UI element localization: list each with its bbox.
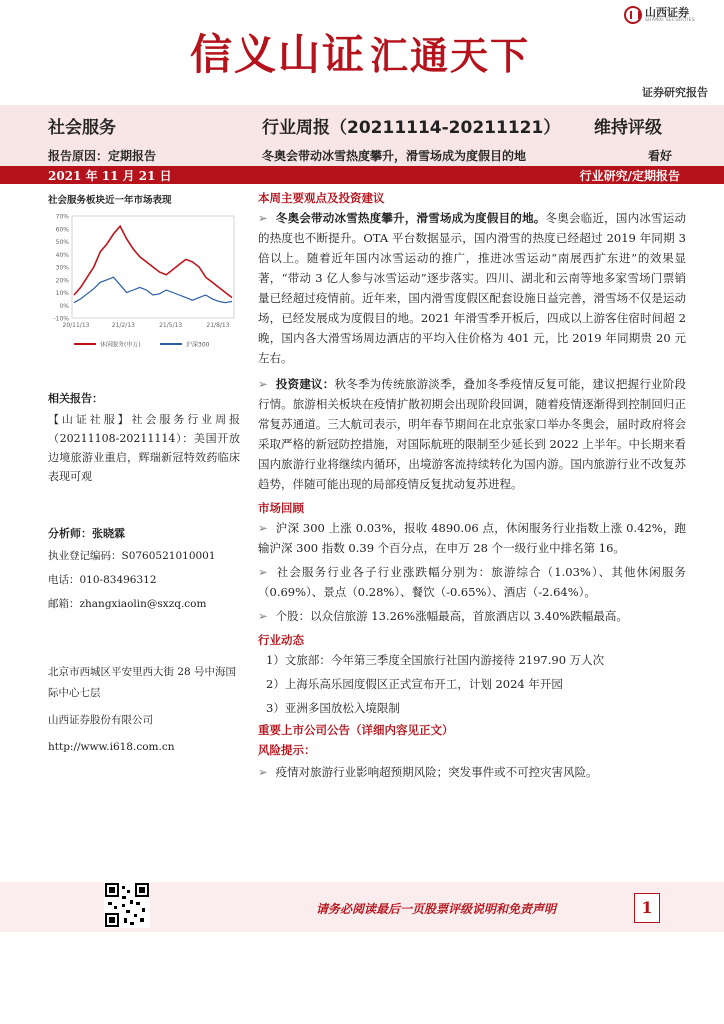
paragraph-body: 秋冬季为传统旅游淡季，叠加冬季疫情反复可能，建议把握行业阶段行情。旅游相关板块在疫情扩散初期会出现阶段回调，随着疫情逐渐得到控制回归正常复苏通道。三大航司表示，明年春节期间在北京张家口举办冬奥会，届时政府将会采取严格的新冠防控措施，对国际航班的限制至少延长到 2022 上半年。中长期来看国内旅游行业将继续内循环，出境游客流持续转化为国内游。国内旅游行业不改复苏趋势，伴随可能出现的局部疫情反复扰动复苏进程。 [258,377,687,491]
company-address-block [48,662,240,758]
bullet-arrow-icon: ➢ [258,377,268,391]
series-line-1 [74,226,232,297]
section-risk: 风险提示： [258,743,316,757]
risk-item: ➢ 疫情对旅游行业影响超预期风险；突发事件或不可控灾害风险。 [258,765,598,779]
legend-label: 沪深300 [186,341,210,349]
subtitle-row [0,145,724,167]
rating-label: 维持评级 [594,118,662,138]
y-tick-label: 40% [55,251,69,259]
news-item: 3）亚洲多国放松入境限制 [266,701,400,715]
y-tick-label: 50% [55,239,69,246]
series-line-2 [74,277,232,303]
paragraph-investment-advice [258,374,686,494]
x-tick-label: 21/8/13 [206,322,230,329]
y-tick-label: 70% [55,213,69,221]
logo-mark-icon [624,6,642,24]
chart-title: 社会服务板块近一年市场表现 [48,195,172,206]
market-performance-chart [48,208,244,358]
market-item: ➢ 沪深 300 上涨 0.03%，报收 4890.06 点，休闲服务行业指数上涨 0.42%，跑输沪深 300 指数 0.39 个百分点，在申万 28 个一级行业中排名第 16。 [258,521,686,555]
section-company-announcements: 重要上市公司公告（详细内容见正文） [258,723,454,737]
legend-label: 休闲服务(申万) [100,341,141,349]
market-item: ➢ 社会服务行业各子行业涨跌幅分别为：旅游综合（1.03%）、其他休闲服务（0.69%）、景点（0.28%）、餐饮（-0.65%）、酒店（-2.64%）。 [258,565,686,599]
date-row [0,166,724,184]
header-banner [0,0,724,100]
qr-code-icon [104,882,150,928]
disclaimer-notice: 请务必阅读最后一页股票评级说明和免责声明 [316,902,557,916]
y-tick-label: 30% [55,264,69,272]
bullet-arrow-icon: ➢ [258,765,268,779]
logo-name: 山西证券 [645,5,689,19]
analyst-phone: 电话：010-83496312 [48,574,157,586]
slogan-part-1: 信义山证 [190,30,367,79]
industry-title: 社会服务 [48,118,116,138]
y-tick-label: -10% [53,315,69,323]
analyst-email: 邮箱：zhangxiaolin@sxzq.com [48,598,207,610]
bullet-arrow-icon: ➢ [258,211,268,225]
page-number: 1 [634,893,660,923]
company-website[interactable]: http://www.i618.com.cn [48,741,175,753]
y-tick-label: 0% [59,302,69,310]
analyst-name: 分析师：张晓霖 [48,527,125,540]
related-reports-title: 相关报告： [48,392,103,405]
news-item: 2）上海乐高乐园度假区正式宣布开工，计划 2024 年开园 [266,677,563,691]
x-tick-label: 21/5/13 [159,322,183,329]
report-type: 行业研究/定期报告 [579,169,680,183]
report-date: 2021 年 11 月 21 日 [48,169,172,183]
x-tick-label: 21/2/13 [111,322,135,329]
analyst-license: 执业登记编码：S0760521010001 [48,550,216,562]
y-tick-label: 60% [55,226,69,234]
paragraph-body: 冬奥会临近，国内冰雪运动的热度也不断提升。OTA 平台数据显示，国内滑雪的热度已经超过 2019 年同期 3 倍以上。随着近年国内冰雪运动的推广，推进冰雪运动“南展西扩东进”的效果显著，“带动 3 亿人参与冰雪运动”逐步落实。四川、湖北和云南等地多家雪场门票销量已经超过疫情前。近年来，国内滑雪度假区配套设施日益完善，滑雪场不仅是运动场，已经发展成为度假目的地。2021 年滑雪季开板后，四成以上游客住宿时间超 2 晚，国内各大滑雪场周边酒店的平均入住价格为 401 元，比 2019 年同期贵 20 元左右。 [258,211,686,365]
market-item: ➢ 个股：以众信旅游 13.26%涨幅最高，首旅酒店以 3.40%跌幅最高。 [258,609,628,623]
paragraph-lead: 投资建议： [275,377,335,391]
report-headline: 冬奥会带动冰雪热度攀升，滑雪场成为度假目的地 [262,149,527,163]
x-tick-label: 20/11/13 [62,322,90,329]
section-key-views: 本周主要观点及投资建议 [258,191,385,205]
title-row [0,105,724,145]
main-content [258,188,686,782]
company-address: 北京市西城区平安里西大街 28 号中海国际中心七层 [48,666,237,699]
logo-english: SHANXI SECURITIES [645,17,695,23]
rating-view: 看好 [648,149,673,163]
paragraph-lead: 冬奥会带动冰雪热度攀升，滑雪场成为度假目的地。 [275,211,546,225]
y-tick-label: 20% [55,277,69,285]
related-report-item: 【山证社服】社会服务行业周报（20211108-20211114）：美国开放边境旅游业重启，辉瑞新冠特效药临床表现可观 [48,413,240,483]
section-industry-news: 行业动态 [258,633,304,647]
report-reason: 报告原因：定期报告 [48,149,157,163]
company-logo [624,4,724,26]
paragraph-winter-olympics [258,208,686,368]
slogan [190,22,530,82]
research-label: 证券研究报告 [642,86,708,99]
news-item: 1）文旅部：今年第三季度全国旅行社国内游接待 2197.90 万人次 [266,653,605,667]
y-tick-label: 10% [55,290,69,297]
company-name: 山西证券股份有限公司 [48,714,153,726]
bullet-arrow-icon: ➢ [258,521,268,535]
bullet-arrow-icon: ➢ [258,609,268,623]
bullet-arrow-icon: ➢ [258,565,268,579]
report-title: 行业周报（20211114-20211121） [262,118,561,138]
section-market-review: 市场回顾 [258,501,304,515]
slogan-part-2: 汇通天下 [370,34,531,78]
